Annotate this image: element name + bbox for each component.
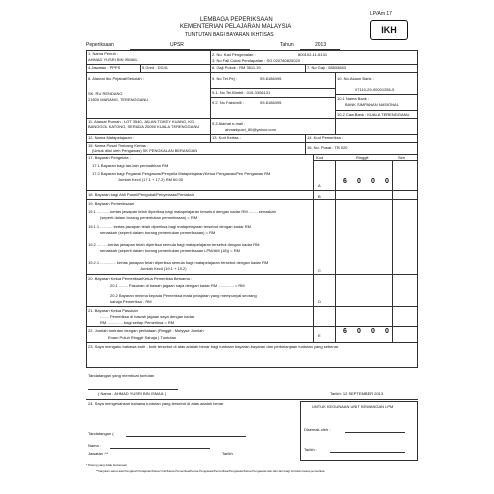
bayaran-172: 17.2 Bayaran bagi Pegawai Pengawas/Penyelia Matapelajaran/Ketua Pengawas/Pen Pengawas RM — [92, 171, 271, 176]
kod-header: Kod — [316, 155, 324, 160]
email-label: 9.3 Alamat e-mail : — [212, 121, 246, 126]
nama-bank-value: BANK SIMPANAN NASIONAL — [345, 102, 399, 107]
bayaran-171: 17.1 Bayaran bagi tan-lain pentadbiran RM — [92, 163, 169, 168]
tandatangan-penuntut-label: Tandatangan yang membuat tuntutan — [88, 373, 155, 378]
bayaran-192: 19.2 ..........kertas jawapan telah diperiksa semula bagi matapelajaran tersebut dengan kadar RM — [88, 242, 260, 247]
caw-bank-field: 10.2 Caw.Bank : KUALA TERENGGANU — [337, 112, 410, 117]
kod-d: D — [318, 299, 321, 304]
nama-penuh-label: 1. Nama Penuh : — [88, 51, 119, 56]
bayaran-pengelola-label: 17. Bayaran Pengelola : — [88, 155, 131, 160]
tahun-label: Tahun — [280, 42, 294, 48]
akaun-bank-value: 07110-29-00001256-5 — [355, 87, 395, 92]
jumlah-kecil-19: Jumlah Kecil (19.1 + 19.2) — [140, 266, 187, 271]
bayaran-21: 21. Bayaran Ketua Pasukan — [88, 308, 138, 313]
bayaran-20: 20. Bayaran Ketua Pemeriksa/Ketua Pemeriksa Bersama : — [88, 276, 193, 281]
footnote-1: * Potong yang tidak berkenaan — [86, 463, 128, 467]
jumlah-tuntutan-label: 22. Jumlah tuntutan dengan perkataan (Ringgit : Mutyyse Jumlah — [88, 328, 204, 333]
tel-bimbit-field: 9.1. No Tel.Bimbit : 019-3306131 — [212, 90, 271, 95]
tahun-value: 2013 — [315, 42, 327, 48]
tarikh-unit: Tarikh : — [304, 447, 317, 452]
gred-field: 5.Gred : DG41 — [142, 65, 169, 70]
bayaran-192b: senaskah (seperti dalam borang penentukan pemeriksaan LPM/AM (18)) = RM — [100, 248, 240, 253]
alamat-sekolah-1: SK. RU RENDANG — [88, 91, 123, 96]
nama-bank-label: 10.1 Nama Bank : — [337, 96, 370, 101]
kod-e: E — [318, 333, 321, 338]
tarikh-tuntutan: Tarikh: 12 SEPTEMBER 2013 — [330, 391, 384, 396]
gaji-pokok-field: 6. Gaji Pokok : RM 3511.19 — [212, 65, 261, 70]
no-gaji-field: 7. No Gaji : 08833683 — [307, 65, 346, 70]
no-pusat-field: 16. No. Pusat : TB 020 — [307, 145, 348, 150]
ikh-logo: IKH — [370, 20, 408, 40]
bayaran-191: 19.1 ............kertas jawapan telah diperiksa bagi matapelajaran tersebut dengan kadar RM ........ senaskah — [88, 209, 276, 214]
bayaran-201: 20.1 ........ Pasukan di bawah jagaan saya dengan kadar RM .............. = RM — [110, 283, 245, 288]
jawatan-field: 4.Jawatan : PPPS — [88, 65, 121, 70]
peperiksaan-value: UPSR — [170, 42, 184, 48]
amount-a-digit-2: 0 — [357, 178, 361, 185]
nama-pengesah: Nama : — [88, 443, 101, 448]
tel-pej-label: 9. No Tel.Pej : — [212, 76, 237, 81]
pusat-timbang-value: (Untuk diisi oleh Pengawas) SK PENGKALAN BERANGAN — [92, 148, 198, 153]
kod-b: B — [318, 194, 321, 199]
bayaran-1911: 19.1.1 ........... kertas jawapan telah diperiksa bagi matapelajaran tersebut dengan kadar RM — [88, 224, 251, 229]
bayaran-1911b: senaskah (seperti dalam borang penentukan pemeriksaan) = RM — [100, 230, 216, 235]
bayaran-18: 18. Bayaran bagi Ahli Panel/Pengubal/Penyelaras/Pentaksir — [88, 192, 195, 197]
bayaran-19: 19. Bayaran Pemeriksaan — [88, 201, 135, 206]
kod-pemeriksa-field: 14. Kod Pemeriksa : — [307, 135, 344, 140]
faksimili-label: 9.2. No Faksimili : — [212, 100, 244, 105]
amount-e-digit-4: 0 — [385, 328, 389, 335]
bayaran-202: 20.2 Bayaran minima kepada Pemeriksa mata pelajaran yang mempunyai seorang — [110, 293, 257, 298]
jumlah-tuntutan-words: Enam Puluh Ringgit Sahaja ) Tuntutan — [108, 335, 177, 340]
alamat-sekolah-2: 21600 MARANG, TERENGGANU — [88, 97, 149, 102]
nama-penuh-value: AHMAD YUSRI BIN ISMAIL — [88, 57, 138, 62]
tel-pej-value: 09-6186495 — [260, 76, 282, 81]
cukai-field: 3. No Fail Cukai Pendapatan : SG 020780825020 — [212, 58, 301, 63]
jumlah-kecil-17: Jumlah Kecil (17.1 + 17.2) RM 60.00 — [118, 177, 184, 182]
email-value: ahmadyusri_80@yahoo.com — [225, 127, 276, 132]
sen-header: Sen — [398, 155, 406, 160]
unit-kewangan-title: UNTUK KEGUNAAN UNIT KEWANGAN LPM — [312, 404, 394, 409]
nama-penuntut: ( Nama : AHMAD YUSRI BIN ISMAIL ) — [98, 391, 167, 396]
ic-label: 2. No. Kad Pengenalan : — [212, 52, 256, 57]
form-subtitle: TUNTUTAN BAGI BAYARAN IKHTISAS — [185, 32, 274, 38]
jawatan-pengesah: Jawatan :** — [88, 451, 109, 456]
ringgit-header: Ringgit — [356, 155, 369, 160]
tarikh-pengesah: Tarikh — [222, 451, 233, 456]
amount-e-digit-1: 6 — [343, 328, 347, 335]
faksimili-value: 09-6186495 — [260, 100, 282, 105]
pusat-timbang-label: 15. Nama Pusat Timbang Kertas : — [88, 143, 149, 148]
ic-value: 800102-11-6131 — [298, 52, 328, 57]
pengakuan-23: 23. Saya mengaku bahawa butir - butir tersebut di atas adalah benar bagi tuntutan bayaran-bayaran dan perbelanjaan tuntutan yang sebenar. — [88, 344, 340, 349]
kod-c: C — [318, 268, 321, 273]
tandatangan-pengesah: Tandatangan ( — [88, 431, 114, 436]
matapelajaran-field: 12. Nama Matapelajaran : — [88, 135, 135, 140]
kod-kertas-field: 13. Kod Kertas : — [212, 135, 241, 140]
form-code: LP/Am 17 — [370, 11, 392, 17]
bayaran-1921: 19.2.1 .............. kertas jawapan telah diperiksa semula bagi matapelajaran tersebut dengan kadar RM — [88, 260, 269, 265]
alamat-rumah-field: 11. Alamat Rumah : LOT 3540, JALAN TOKEY KUANG, KG. BANGGOL KATONG, SERADA 20050 KUALA TERENGGANU — [88, 119, 200, 129]
amount-a-digit-4: 0 — [385, 178, 389, 185]
amount-a-digit-3: 0 — [371, 178, 375, 185]
bayaran-191b: (seperti dalam borang penentukan pemeriksaan) = RM — [100, 215, 198, 220]
bayaran-202b: sahaja Pemeriksa - RM — [110, 299, 152, 304]
bayaran-21b: RM .............. bagi setiap Pemeriksa = RM — [100, 320, 175, 325]
footnote-2: **Ilanjutan sama ada Pengarah Pelajaran/Ketua Unit/Ketua Pemeriksa/Ketua Pengawas/Pemeriksa/Pengawas/Ketua Pengawas dan lain-lain bagi tuntutan ketua pemeriksa — [96, 469, 325, 473]
org-line-2: KEMENTERIAN PELAJARAN MALAYSIA — [180, 24, 292, 30]
reviewed-by-label: Disemak oleh : — [304, 427, 331, 432]
org-line-1: LEMBAGA PEPERIKSAAN — [200, 17, 273, 23]
alamat-sekolah-label: 8. Alamat Ibu Pejabat/Sekolah : — [88, 76, 144, 81]
amount-e-digit-3: 0 — [371, 328, 375, 335]
pengesahan-24: 24. Saya mengesahkan bahawa tuntutan yang tersebut di atas adalah benar — [88, 401, 224, 406]
akaun-bank-label: 10. No.Akaun Bank : — [337, 76, 374, 81]
peperiksaan-label: Peperiksaan — [86, 42, 114, 48]
amount-a-digit-1: 6 — [343, 178, 347, 185]
kod-a: A — [318, 183, 321, 188]
bayaran-21a: ........ Pemeriksa di bawah jagaan saya dengan kadar — [100, 314, 195, 319]
amount-e-digit-2: 0 — [357, 328, 361, 335]
